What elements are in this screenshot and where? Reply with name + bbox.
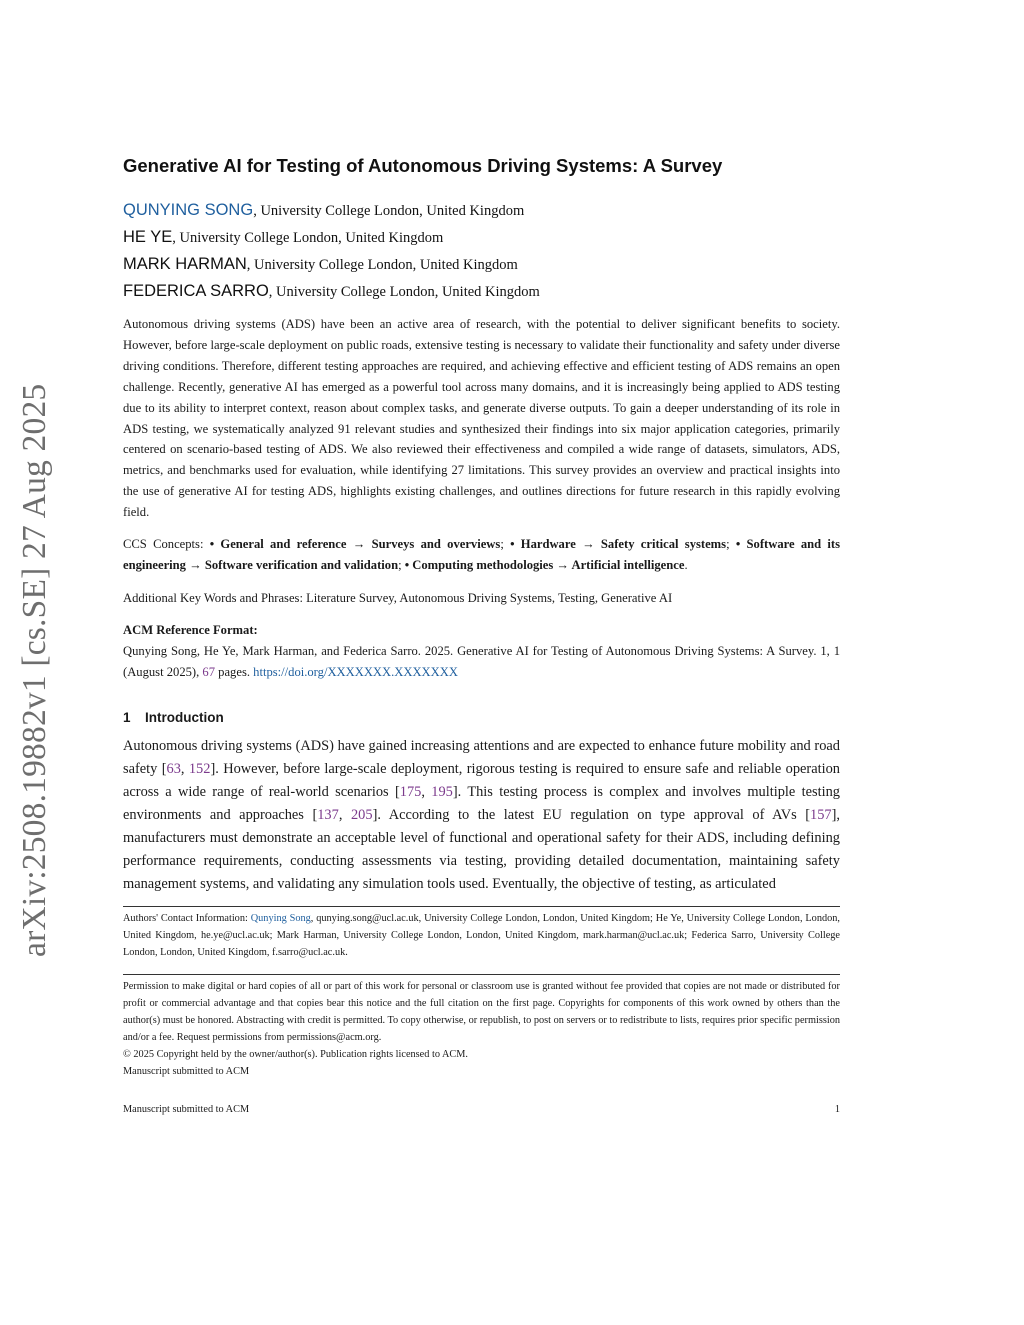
abstract: Autonomous driving systems (ADS) have been an active area of research, with the potential to deliver significant benefits to society. However, before large-scale deployment on public roads, extensive testing is necessary to validate their functionality and safety under diverse driving conditions. Therefore, different testing approaches are required, and achieving effective and efficient testing of ADS remains an open challenge. Recently, generative AI has emerged as a powerful tool across many domains, and it is increasingly being applied to ADS testing due to its ability to interpret context, reason about complex tasks, and generate diverse outputs. To gain a deeper understanding of its role in ADS testing, we systematically analyzed 91 relevant studies and synthesized their findings into six major application categories, primarily centered on scenario-based testing of ADS. We also reviewed their effectiveness and compiled a wide range of datasets, simulators, ADS, metrics, and benchmarks used for evaluation, while identifying 27 limitations. This survey provides an overview and practical insights into the use of generative AI for testing ADS, highlights existing challenges, and outlines directions for future research in this rapidly evolving field. — [123, 317, 840, 520]
author-name: FEDERICA SARRO — [123, 282, 269, 300]
permission-divider — [123, 974, 840, 975]
keywords-text: Literature Survey, Autonomous Driving Systems, Testing, Generative AI — [306, 591, 673, 605]
author-entry: HE YE, University College London, United Kingdom — [123, 228, 444, 246]
citation-link[interactable]: 157 — [810, 807, 832, 823]
ccs-label: CCS Concepts: — [123, 537, 204, 551]
citation-link[interactable]: 137 — [317, 807, 339, 823]
acm-reference-text: Qunying Song, He Ye, Mark Harman, and Federica Sarro. 2025. Generative AI for Testing of Autonomous Driving Systems: A Survey. 1, 1 (August 2025), — [123, 644, 840, 679]
ccs-item: • Software and its engineering → Software verification and validation — [123, 537, 841, 572]
citation-link[interactable]: 175 — [399, 784, 422, 800]
footnote-divider — [123, 906, 840, 907]
citation-link[interactable]: 205 — [350, 807, 373, 823]
footnote-label: Authors' Contact Information: — [123, 913, 248, 924]
keywords — [123, 588, 840, 609]
author-affiliation: University College London, United Kingdom — [254, 257, 518, 273]
permission-text: Permission to make digital or hard copies of all or part of this work for personal or classroom use is granted without fee provided that copies are not made or distributed for profit or commercial advantage and that copies bear this notice and the full citation on the first page. Copyrights for components of this work owned by others than the author(s) must be honored. Abstracting with credit is permitted. To copy otherwise, or republish, to post on servers or to redistribute to lists, requires prior specific permission and/or a fee. Request permissions from permissions@acm.org. — [123, 981, 840, 1043]
introduction-paragraph: Autonomous driving systems (ADS) have gained increasing attentions and are expected to enhance future mobility and road safety [63, 152]. However, before large-scale deployment, rigorous testing is required to ensure safe and reliable operation across a wide range of real-world scenarios [175, 195]. This testing process is complex and involves multiple testing environments and approaches [137, 205]. According to the latest EU regulation on type approval of AVs [157], manufacturers must demonstrate an acceptable level of functional and operational safety for their ADS, including defining performance requirements, conducting assessments via testing, providing detailed documentation, maintaining safety management systems, and validating any simulation tools used. Eventually, the objective of testing, as articulated — [123, 738, 841, 892]
citation-link[interactable]: 195 — [431, 784, 453, 800]
acm-reference-label: ACM Reference Format: — [123, 623, 258, 637]
ccs-item: • General and reference → Surveys and overviews — [209, 537, 501, 551]
paper-title: Generative AI for Testing of Autonomous Driving Systems: A Survey — [123, 155, 723, 176]
author-affiliation: University College London, United Kingdom — [276, 284, 540, 300]
doi-link[interactable]: https://doi.org/XXXXXXX.XXXXXXX — [253, 665, 458, 679]
author-entry: MARK HARMAN, University College London, United Kingdom — [123, 255, 518, 273]
arxiv-id: arXiv:2508.19882v1 [cs.SE] 27 Aug 2025 — [16, 383, 53, 957]
arxiv-stamp — [12, 372, 58, 957]
author-entry: FEDERICA SARRO, University College London, United Kingdom — [123, 282, 540, 300]
section-title: Introduction — [145, 710, 224, 725]
author-affiliation: University College London, United Kingdom — [260, 203, 525, 219]
section-number: 1 — [123, 710, 131, 725]
copyright-line: © 2025 Copyright held by the owner/author(s). Publication rights licensed to ACM. — [123, 1049, 469, 1060]
page-count-link[interactable]: 67 — [202, 665, 216, 679]
footnote-text: , qunying.song@ucl.ac.uk, University College London, London, United Kingdom; He Ye, University College London, London, United Kingdom, he.ye@ucl.ac.uk; Mark Harman, University College London, London, United Kingdom, mark.harman@ucl.ac.uk; Federica Sarro, University College London, London, United Kingdom, f.sarro@ucl.ac.uk. — [123, 913, 840, 958]
author-name: HE YE — [123, 228, 173, 246]
pages-suffix: pages. — [218, 665, 250, 679]
ccs-concepts: CCS Concepts: • General and reference → Surveys and overviews; • Hardware → Safety critical systems; • Software and its engineering → Software verification and validation; • Computing methodologies → Artificial intelligence. — [123, 537, 841, 572]
author-affiliation: University College London, United Kingdom — [179, 230, 444, 246]
author-link[interactable]: Qunying Song — [250, 913, 311, 924]
page-number: 1 — [834, 1104, 840, 1115]
keywords-label: Additional Key Words and Phrases: — [123, 591, 303, 605]
citation-link[interactable]: 63 — [166, 761, 181, 777]
acm-reference — [123, 641, 840, 683]
footer-left: Manuscript submitted to ACM — [123, 1104, 250, 1115]
section-heading — [123, 707, 224, 728]
author-list — [123, 197, 840, 305]
author-name: MARK HARMAN — [123, 255, 247, 273]
citation-link[interactable]: 152 — [188, 761, 211, 777]
permission-block — [123, 978, 840, 1080]
author-entry: QUNYING SONG, University College London, United Kingdom — [123, 201, 525, 219]
ccs-item: • Hardware → Safety critical systems — [510, 537, 727, 551]
submitted-note: Manuscript submitted to ACM — [123, 1066, 250, 1077]
ccs-item: • Computing methodologies → Artificial intelligence — [404, 558, 685, 572]
author-contact-footnote — [123, 910, 840, 961]
author-name-link[interactable]: QUNYING SONG — [123, 201, 254, 219]
